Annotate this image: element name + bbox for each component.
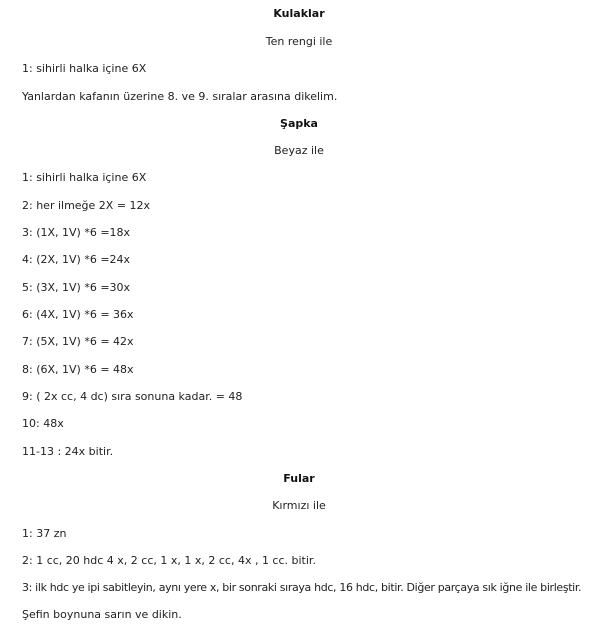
instruction-line: 8: (6X, 1V) *6 = 48x bbox=[22, 363, 134, 376]
instruction-line: 2: her ilmeğe 2X = 12x bbox=[22, 199, 151, 212]
instruction-line: 5: (3X, 1V) *6 =30x bbox=[22, 281, 131, 294]
instruction-line: 4: (2X, 1V) *6 =24x bbox=[22, 253, 131, 266]
instruction-line: 3: ilk hdc ye ipi sabitleyin, aynı yere x, bir sonraki sıraya hdc, 16 hdc, bitir. Diğer parçaya sık iğne ile birleştir. bbox=[22, 581, 582, 594]
instruction-line: 3: (1X, 1V) *6 =18x bbox=[22, 226, 131, 239]
instruction-line: Şefin boynuna sarın ve dikin. bbox=[22, 608, 182, 621]
instruction-line: 2: 1 cc, 20 hdc 4 x, 2 cc, 1 x, 1 x, 2 cc, 4x , 1 cc. bitir. bbox=[22, 554, 316, 567]
section-subtitle-kulaklar: Ten rengi ile bbox=[265, 35, 333, 48]
instruction-line: 9: ( 2x cc, 4 dc) sıra sonuna kadar. = 48 bbox=[22, 390, 243, 403]
instruction-line: 11-13 : 24x bitir. bbox=[22, 445, 114, 458]
section-subtitle-sapka: Beyaz ile bbox=[274, 144, 324, 157]
instruction-line: 7: (5X, 1V) *6 = 42x bbox=[22, 335, 134, 348]
section-subtitle-fular: Kırmızı ile bbox=[272, 499, 326, 512]
instruction-line: 6: (4X, 1V) *6 = 36x bbox=[22, 308, 134, 321]
instruction-line: 1: 37 zn bbox=[22, 527, 67, 540]
instruction-line: Yanlardan kafanın üzerine 8. ve 9. sıralar arasına dikelim. bbox=[22, 90, 338, 103]
instruction-line: 10: 48x bbox=[22, 417, 64, 430]
section-title-fular: Fular bbox=[283, 472, 315, 485]
section-title-sapka: Şapka bbox=[280, 117, 318, 130]
section-title-kulaklar: Kulaklar bbox=[273, 7, 325, 20]
instruction-line: 1: sihirli halka içine 6X bbox=[22, 171, 147, 184]
instruction-line: 1: sihirli halka içine 6X bbox=[22, 62, 147, 75]
